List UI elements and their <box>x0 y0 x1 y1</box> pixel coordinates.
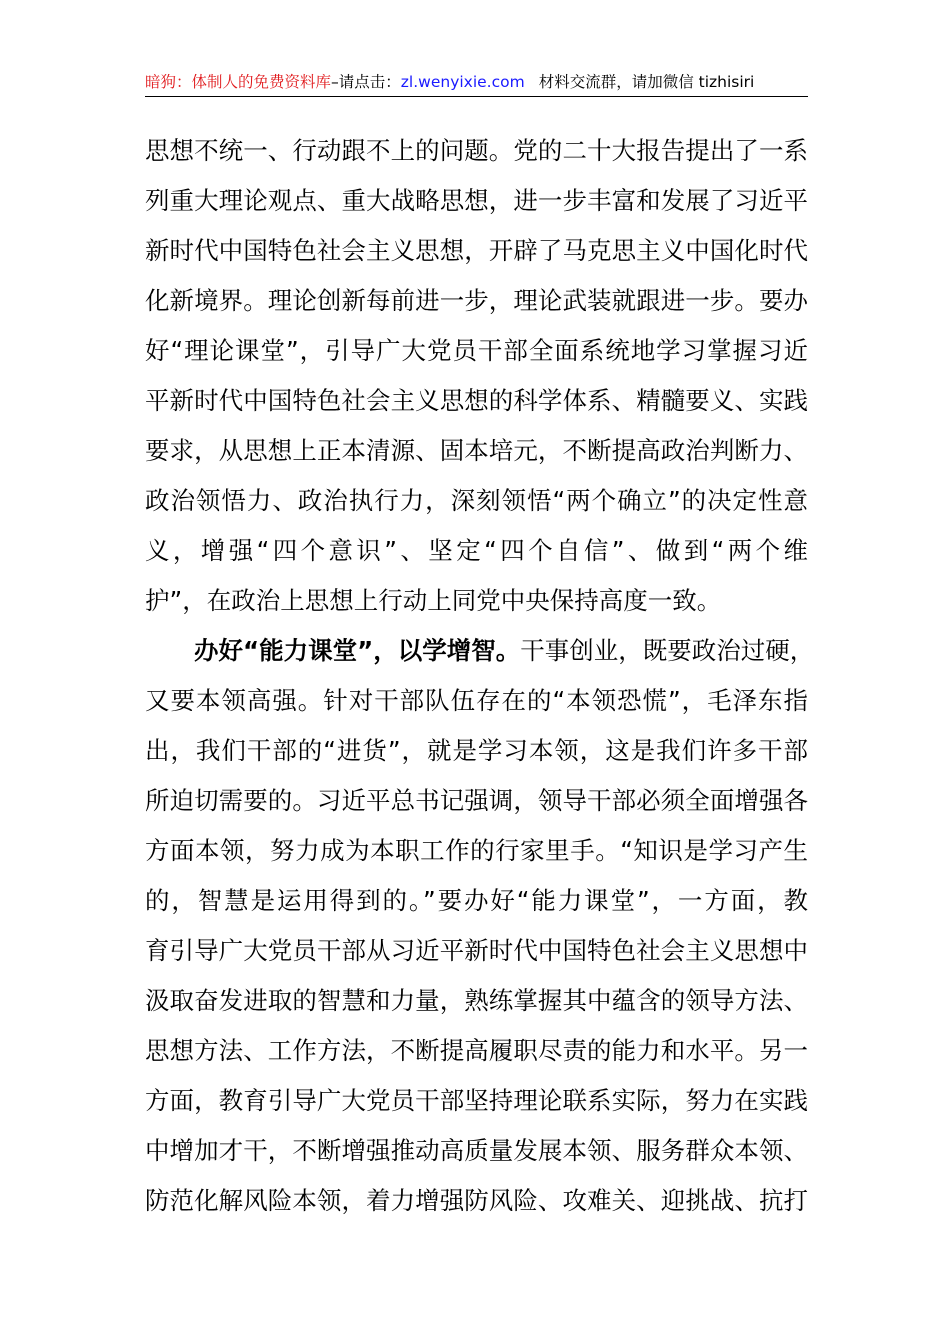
text-line: 护”，在政治上思想上行动上同党中央保持高度一致。 <box>145 586 722 615</box>
header-url-link[interactable]: zl.wenyixie.com <box>400 73 525 91</box>
text-line: 所迫切需要的。习近平总书记强调，领导干部必须全面增强各 <box>145 786 808 815</box>
paragraph-heading: 办好“能力课堂”，以学增智。 <box>194 636 521 665</box>
paragraph-2 <box>145 626 815 1226</box>
text-line: 化新境界。理论创新每前进一步，理论武装就跟进一步。要办 <box>145 286 808 315</box>
text-line: 防范化解风险本领，着力增强防风险、攻难关、迎挑战、抗打 <box>145 1186 808 1215</box>
text-line: 方面本领，努力成为本职工作的行家里手。“知识是学习产生 <box>145 836 808 865</box>
document-body <box>145 126 815 1226</box>
text-line: 又要本领高强。针对干部队伍存在的“本领恐慌”，毛泽东指 <box>145 686 808 715</box>
text-line: 汲取奋发进取的智慧和力量，熟练掌握其中蕴含的领导方法、 <box>145 986 808 1015</box>
text-line: 列重大理论观点、重大战略思想，进一步丰富和发展了习近平 <box>145 186 808 215</box>
text-line: 育引导广大党员干部从习近平新时代中国特色社会主义思想中 <box>145 936 808 965</box>
paragraph-first-line <box>145 626 815 676</box>
text-line: 好“理论课堂”，引导广大党员干部全面系统地学习掌握习近 <box>145 336 808 365</box>
text-line: 方面，教育引导广大党员干部坚持理论联系实际，努力在实践 <box>145 1086 808 1115</box>
text-line: 中增加才干，不断增强推动高质量发展本领、服务群众本领、 <box>145 1136 808 1165</box>
text-line: 平新时代中国特色社会主义思想的科学体系、精髓要义、实践 <box>145 386 808 415</box>
text-line: 义，增强“四个意识”、坚定“四个自信”、做到“两个维 <box>145 536 808 565</box>
paragraph-heading-rest: 干事创业，既要政治过硬， <box>520 636 815 665</box>
text-line: 新时代中国特色社会主义思想，开辟了马克思主义中国化时代 <box>145 236 808 265</box>
text-line: 思想不统一、行动跟不上的问题。党的二十大报告提出了一系 <box>145 136 808 165</box>
header-site-name: 暗狗：体制人的免费资料库 <box>145 73 332 91</box>
header-click-prompt: –请点击： <box>331 73 401 91</box>
paragraph-1 <box>145 126 808 626</box>
text-line: 思想方法、工作方法，不断提高履职尽责的能力和水平。另一 <box>145 1036 808 1065</box>
header-group-note: 材料交流群，请加微信 tizhisiri <box>538 73 755 91</box>
page-header <box>145 68 808 97</box>
text-line: 要求，从思想上正本清源、固本培元，不断提高政治判断力、 <box>145 436 808 465</box>
text-line: 政治领悟力、政治执行力，深刻领悟“两个确立”的决定性意 <box>145 486 808 515</box>
text-line: 出，我们干部的“进货”，就是学习本领，这是我们许多干部 <box>145 736 808 765</box>
text-line: 的，智慧是运用得到的。”要办好“能力课堂”，一方面，教 <box>145 886 808 915</box>
